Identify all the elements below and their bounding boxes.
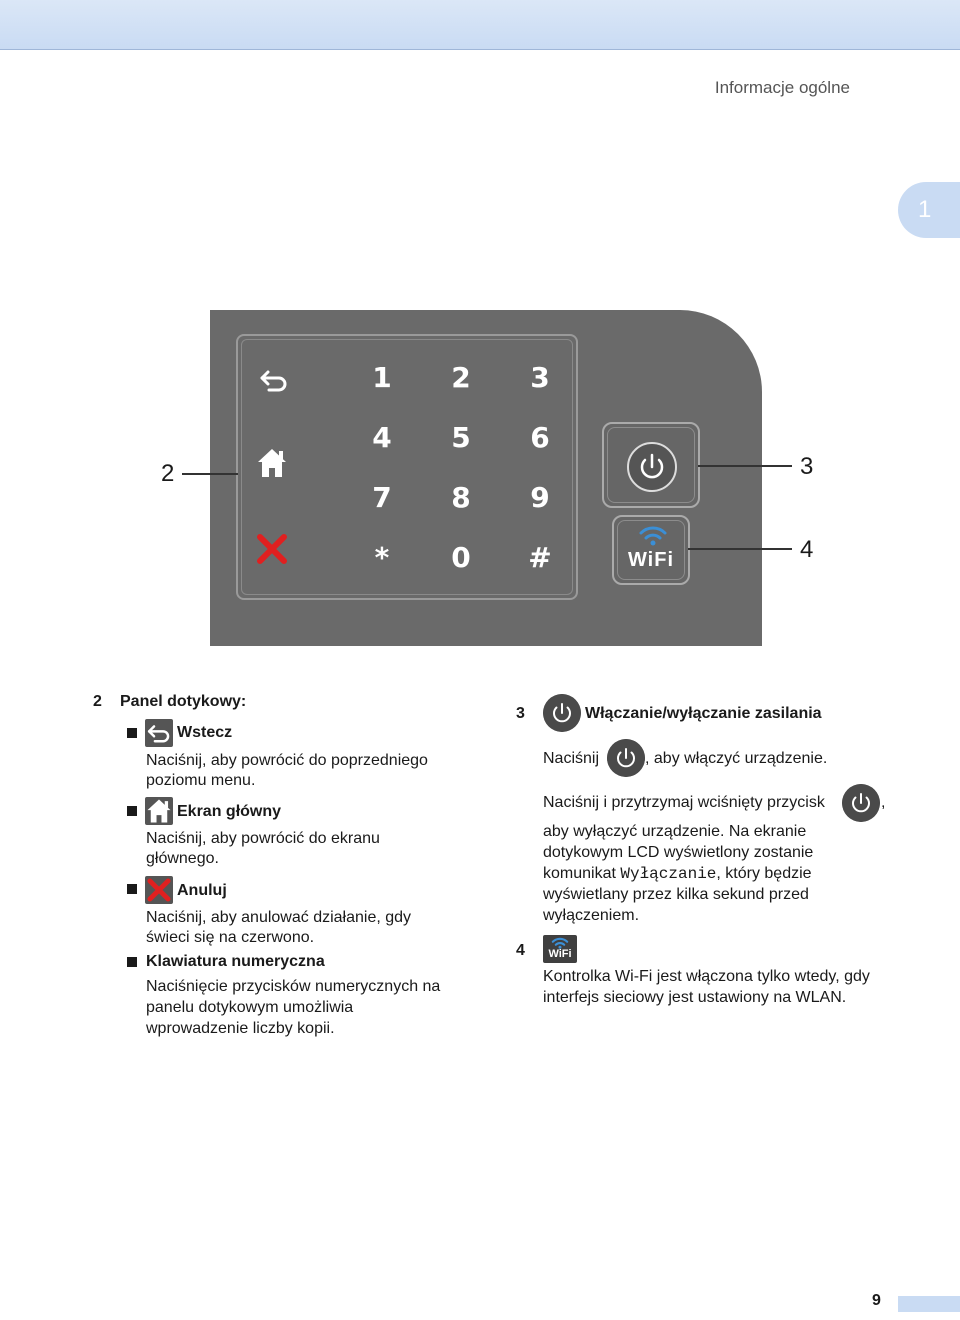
back-icon: [145, 719, 173, 747]
cancel-icon: [255, 532, 289, 566]
item-3-line2-a: Naciśnij i przytrzymaj wciśnięty przycisk: [543, 794, 825, 811]
entry-desc-home-1: Naciśnij, aby powrócić do ekranu: [146, 830, 380, 847]
entry-title-home: Ekran główny: [177, 803, 282, 820]
item-3-line1-a: Naciśnij: [543, 750, 600, 767]
wifi-label: WiFi: [627, 549, 675, 571]
page-number: 9: [872, 1292, 881, 1309]
touch-panel: [236, 334, 578, 600]
item-3-line5-a: komunikat: [543, 865, 616, 882]
power-icon: [607, 739, 645, 777]
key-6: 6: [530, 421, 550, 454]
home-icon: [255, 446, 289, 480]
entry-desc-cancel-2: świeci się na czerwono.: [146, 929, 315, 946]
item-4-number: 4: [516, 942, 525, 959]
key-2: 2: [451, 361, 471, 394]
item-2-title: Panel dotykowy:: [120, 693, 247, 710]
wifi-indicator-illustration: [612, 515, 690, 585]
key-4: 4: [372, 421, 392, 454]
entry-desc-home-2: głównego.: [146, 850, 219, 867]
item-3-line5: [543, 863, 812, 885]
wifi-indicator-icon: [543, 935, 577, 963]
item-3-line3: aby wyłączyć urządzenie. Na ekranie: [543, 823, 807, 840]
power-icon: [543, 694, 581, 732]
item-3-line6: wyświetlany przez kilka sekund przed: [543, 886, 809, 903]
top-banner: [0, 0, 960, 50]
running-head: Informacje ogólne: [714, 78, 850, 97]
key-9: 9: [530, 481, 550, 514]
entry-desc-cancel-1: Naciśnij, aby anulować działanie, gdy: [146, 909, 412, 926]
item-3-line7: wyłączeniem.: [543, 907, 640, 924]
item-3-line1-b: , aby włączyć urządzenie.: [645, 750, 828, 767]
callout-4: 4: [800, 536, 814, 563]
home-icon: [145, 797, 173, 825]
bullet: [127, 957, 137, 967]
bullet: [127, 806, 137, 816]
key-star: *: [374, 541, 390, 574]
entry-desc-keypad-1: Naciśnięcie przycisków numerycznych na: [146, 978, 441, 995]
item-4-desc-2: interfejs sieciowy jest ustawiony na WLAN.: [543, 989, 847, 1006]
wifi-icon: [638, 523, 668, 547]
entry-desc-keypad-2: panelu dotykowym umożliwia: [146, 999, 354, 1016]
bullet: [127, 884, 137, 894]
wifi-label: WiFi: [548, 948, 572, 960]
key-0: 0: [451, 541, 471, 574]
callout-line-4: [688, 548, 792, 550]
power-icon: [626, 441, 678, 493]
lcd-message: Wyłączanie: [620, 865, 717, 883]
callout-2: 2: [161, 460, 175, 487]
entry-title-cancel: Anuluj: [177, 882, 227, 899]
power-icon: [842, 784, 880, 822]
callout-3: 3: [800, 453, 814, 480]
item-3-title: Włączanie/wyłączanie zasilania: [585, 705, 822, 722]
callout-line-3: [698, 465, 792, 467]
entry-title-back: Wstecz: [177, 724, 233, 741]
back-icon: [257, 363, 291, 397]
power-button-illustration: [602, 422, 700, 508]
item-3-line5-b: , który będzie: [716, 865, 812, 882]
item-4-desc-1: Kontrolka Wi-Fi jest włączona tylko wtedy, gdy: [543, 968, 870, 985]
entry-desc-back-2: poziomu menu.: [146, 772, 256, 789]
item-3-number: 3: [516, 705, 525, 722]
item-2-number: 2: [93, 693, 102, 710]
entry-desc-back-1: Naciśnij, aby powrócić do poprzedniego: [146, 752, 428, 769]
cancel-icon: [145, 876, 173, 904]
entry-title-keypad: Klawiatura numeryczna: [146, 953, 325, 970]
entry-desc-keypad-3: wprowadzenie liczby kopii.: [146, 1020, 335, 1037]
key-hash: #: [528, 541, 552, 574]
key-5: 5: [451, 421, 471, 454]
item-3-line4: dotykowym LCD wyświetlony zostanie: [543, 844, 814, 861]
key-3: 3: [530, 361, 550, 394]
key-8: 8: [451, 481, 471, 514]
bullet: [127, 728, 137, 738]
footer-bar: [898, 1296, 960, 1312]
key-7: 7: [372, 481, 392, 514]
control-panel-illustration: [210, 310, 762, 646]
key-1: 1: [372, 361, 392, 394]
chapter-tab: 1: [898, 182, 960, 238]
callout-line-2: [182, 473, 238, 475]
item-3-line2-b: ,: [881, 794, 886, 811]
